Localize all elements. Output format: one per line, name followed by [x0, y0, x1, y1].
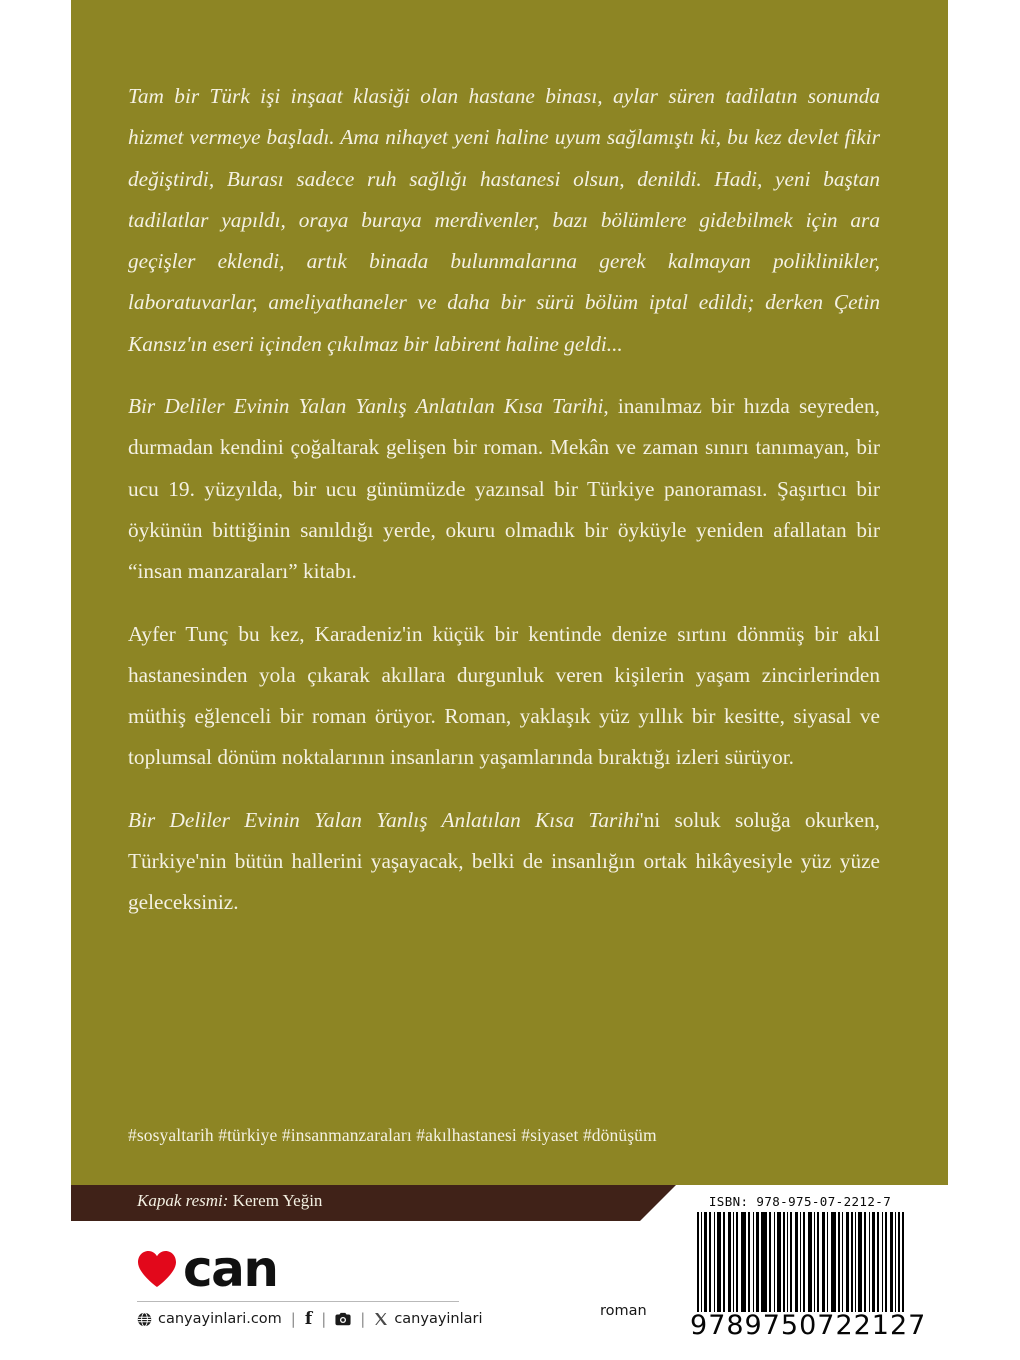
cover-credit-label: Kapak resmi: — [137, 1191, 229, 1210]
social-separator-3: | — [360, 1310, 366, 1328]
publisher-social-row — [137, 1309, 483, 1329]
blurb-paragraph-1: Tam bir Türk işi inşaat klasiği olan hastane binası, aylar süren tadilatın sonunda hizmet vermeye başladı. Ama nihayet yeni haline uyum sağlamıştı ki, bu kez devlet fikir değiştirdi, Burası sadece ruh sağlığı hastanesi olsun, denildi. Hadi, yeni baştan tadilatlar yapıldı, oraya buraya merdivenler, bazı bölümlere gidebilmek için ara geçişler eklendi, artık binada bulunmalarına gerek kalmayan poliklinikler, laboratuvarlar, ameliyathaneler ve daha bir sürü bölüm iptal edildi; derken Çetin Kansız'ın eseri içinden çıkılmaz bir labirent haline geldi... — [128, 84, 880, 356]
cover-credit-text — [137, 1191, 322, 1211]
ean-group-3: 722127 — [817, 1310, 927, 1341]
blurb-paragraph-3: Ayfer Tunç bu kez, Karadeniz'in küçük bir kentinde denize sırtını dönmüş bir akıl hastanesinden yola çıkarak akıllara durgunluk veren kişilerin yaşam zincirlerinden müthiş eğlenceli bir roman örüyor. Roman, yaklaşık yüz yıllık bir kesitte, siyasal ve toplumsal dönüm noktalarının insanların yaşamlarında bıraktığı izleri sürüyor. — [128, 621, 880, 770]
publisher-logo-block — [137, 1240, 483, 1329]
book-title-mention-2: Bir Deliler Evinin Yalan Yanlış Anlatılan Kısa Tarihi — [128, 807, 640, 832]
publisher-social-handle[interactable]: canyayinlari — [394, 1311, 483, 1327]
logo-divider-rule — [137, 1301, 459, 1302]
ean-digits — [690, 1310, 927, 1341]
ean-group-2: 789750 — [708, 1310, 818, 1341]
blurb-text-block — [128, 76, 880, 945]
facebook-icon[interactable]: f — [304, 1309, 313, 1329]
hashtag-line: #sosyaltarih #türkiye #insanmanzaraları #akılhastanesi #siyaset #dönüşüm — [128, 1125, 657, 1145]
social-separator-2: | — [321, 1310, 327, 1328]
social-separator-1: | — [290, 1310, 296, 1328]
publisher-website[interactable]: canyayinlari.com — [158, 1311, 282, 1327]
blurb-paragraph-4-body: 'ni soluk soluğa okurken, Türkiye'nin bütün hallerini yaşayacak, belki de insanlığın ortak hikâyesiyle yüz yüze geleceksiniz. — [128, 807, 880, 915]
x-twitter-icon[interactable] — [374, 1312, 388, 1326]
instagram-icon[interactable] — [335, 1312, 351, 1326]
cover-credit-artist: Kerem Yeğin — [232, 1191, 323, 1210]
blurb-paragraph-2 — [128, 386, 880, 592]
heart-icon — [137, 1250, 177, 1288]
publisher-wordmark: can — [183, 1240, 278, 1298]
barcode-panel — [676, 1186, 927, 1360]
blurb-paragraph-4 — [128, 800, 880, 924]
category-label: roman — [600, 1303, 647, 1319]
globe-icon — [137, 1312, 152, 1327]
book-title-mention-1: Bir Deliler Evinin Yalan Yanlış Anlatılan Kısa Tarihi — [128, 394, 604, 419]
barcode-bars — [697, 1212, 907, 1312]
blurb-paragraph-2-body: , inanılmaz bir hızda seyreden, durmadan kendini çoğaltarak gelişen bir roman. Mekân ve zaman sınırı tanımayan, bir ucu 19. yüzyılda, bir ucu günümüzde yazınsal bir Türkiye panoraması. Şaşırtıcı bir öykünün bittiğinin sanıldığı yerde, okuru olmadık bir öyküyle yeniden afallatan bir “insan manzaraları” kitabı. — [128, 394, 880, 584]
ean-group-1: 9 — [690, 1310, 709, 1341]
isbn-text: ISBN: 978-975-07-2212-7 — [708, 1194, 892, 1209]
publisher-wordmark-row — [137, 1240, 467, 1298]
